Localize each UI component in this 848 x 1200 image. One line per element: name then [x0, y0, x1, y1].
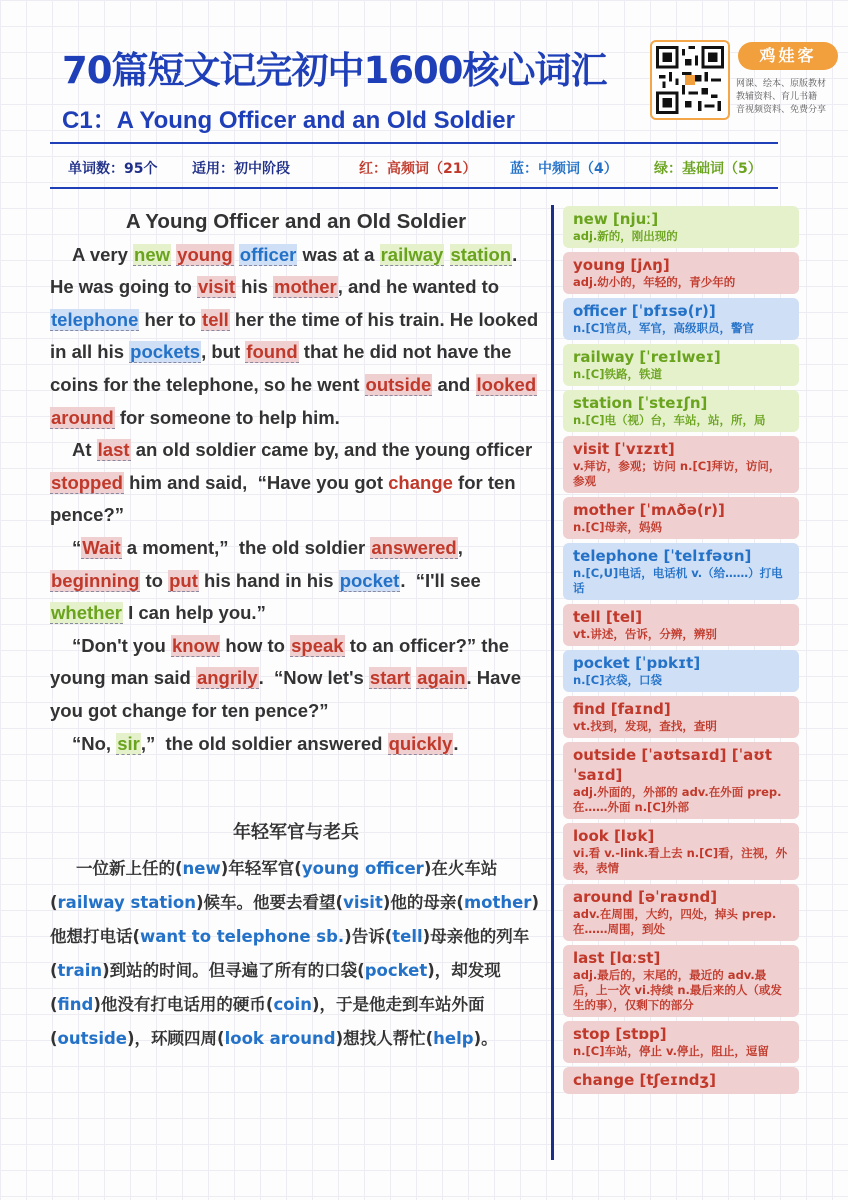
passage-text: her to — [139, 308, 202, 330]
vocab-definition: vt.找到，发现，查找，查明 — [573, 719, 717, 733]
passage-text: , — [457, 536, 463, 558]
passage-title: A Young Officer and an Old Soldier — [125, 210, 467, 233]
vocab-headword: last [lɑːst] — [573, 949, 661, 967]
vocab-highlight: last — [97, 439, 130, 461]
vocab-highlight: whether — [51, 602, 122, 624]
vocab-highlight: visit — [197, 276, 236, 298]
translation-text: )候车。他要去看望( — [195, 893, 344, 912]
vocab-highlight: answered — [371, 536, 457, 558]
legend-green: 绿：基础词（5） — [654, 161, 762, 177]
vocab-headword: young [jʌŋ] — [573, 256, 670, 274]
vocab-card — [563, 390, 799, 432]
translation-keyword: tell — [392, 927, 423, 946]
vocab-card — [563, 696, 799, 738]
translation-text: )想找人帮忙( — [335, 1029, 434, 1048]
vocab-definition: n.[C,U]电话，电话机 v.（给……）打电话 — [573, 566, 783, 595]
passage-paragraph — [50, 532, 542, 630]
vocab-definition: vt.讲述，告诉，分辨，辨别 — [573, 627, 717, 641]
translation-keyword: mother — [463, 893, 532, 912]
page-title: 70篇短文记完初中1600核心词汇 — [62, 49, 607, 92]
translation-text: )他想打电话( — [50, 893, 539, 946]
translation-text: 一位新上任的( — [76, 859, 183, 878]
vocab-definition: n.[C]官员，军官，高级职员，警官 — [573, 321, 755, 335]
passage-text: ,” the old soldier answered — [140, 732, 388, 754]
vocab-highlight: know — [171, 634, 220, 656]
vocab-card — [563, 742, 799, 819]
vocab-card — [563, 206, 799, 248]
translation-text: )年轻军官( — [220, 859, 302, 878]
translation-text: )到站的时间。但寻遍了所有的口袋( — [102, 961, 365, 980]
vocab-highlight: start — [369, 667, 411, 689]
vocab-headword: telephone [ˈtelɪfəʊn] — [573, 547, 752, 565]
vocab-highlight: telephone — [51, 308, 139, 330]
translation-text: )母亲他的列车( — [50, 927, 530, 980]
passage-text: that he did not have the coins for the telephone, so he went — [50, 341, 512, 395]
level: 适用：初中阶段 — [192, 161, 290, 177]
vocab-highlight: railway — [380, 243, 444, 265]
highlight-word: change — [388, 471, 453, 493]
translation-keyword: pocket — [364, 961, 428, 980]
passage-text: his hand in his — [198, 569, 339, 591]
vocab-card — [563, 884, 799, 941]
translation-text: )，于是他走到车站外面( — [50, 995, 485, 1048]
vocab-highlight: put — [169, 569, 198, 591]
vocab-card — [563, 945, 799, 1017]
translation-keyword: help — [433, 1029, 474, 1048]
qr-code-icon — [650, 40, 730, 120]
passage-text: . “Now let's — [258, 667, 369, 689]
column-divider — [551, 205, 554, 1160]
vocab-definition: n.[C]铁路，铁道 — [573, 367, 663, 381]
passage-text: her the time of his train. He looked in all his — [50, 308, 539, 363]
vocab-highlight: found — [246, 341, 298, 363]
passage-text: . Have you got change for ten pence?” — [50, 667, 522, 721]
passage-text: , and he wanted to — [337, 276, 500, 298]
vocab-definition: n.[C]电（视）台，车站，站，所，局 — [573, 413, 766, 427]
passage-text: “ — [72, 536, 82, 558]
vocab-definition: adj.幼小的，年轻的，青少年的 — [573, 275, 736, 289]
passage-text: . He was going to — [50, 243, 518, 298]
passage-text: and — [432, 373, 476, 395]
passage-paragraph — [50, 239, 542, 435]
vocab-headword: mother [ˈmʌðə(r)] — [573, 501, 725, 519]
vocab-highlight: new — [134, 243, 171, 265]
translation-text: )。 — [473, 1029, 498, 1048]
vocab-highlight: looked — [476, 373, 537, 395]
vocab-headword: tell [tel] — [573, 608, 643, 626]
vocab-highlight: quickly — [388, 732, 453, 754]
brand-tagline: 网课、绘本、原版教材 教辅资料、育儿书籍 音视频资料、免费分享 — [736, 79, 827, 115]
vocab-headword: stop [stɒp] — [573, 1025, 667, 1043]
vocab-card — [563, 1067, 799, 1094]
vocab-highlight: pockets — [130, 341, 201, 363]
translation-text: )他的母亲( — [382, 893, 464, 912]
passage-text: At — [72, 439, 97, 461]
passage-text: to an officer?” the young man said — [50, 634, 510, 689]
vocab-highlight: mother — [274, 276, 337, 298]
passage-text — [444, 244, 449, 265]
brand-logo: 鸡娃客 — [738, 42, 838, 70]
passage-text: how to — [220, 634, 291, 656]
vocab-highlight: speak — [291, 634, 344, 656]
vocab-headword: railway [ˈreɪlweɪ] — [573, 348, 721, 366]
vocab-highlight: beginning — [51, 569, 140, 591]
vocab-highlight: around — [51, 406, 114, 428]
vocab-card — [563, 252, 799, 294]
vocab-highlight: again — [417, 667, 466, 689]
passage-paragraph — [50, 434, 542, 532]
passage-text: . “I'll see — [400, 569, 481, 591]
vocab-headword: new [njuː] — [573, 210, 659, 228]
passage-text: I can help you.” — [122, 602, 266, 624]
vocab-headword: outside [ˈaʊtsaɪd] [ˈaʊtˈsaɪd] — [573, 746, 773, 784]
vocab-card — [563, 497, 799, 539]
translation-text: )告诉( — [344, 927, 393, 946]
passage-text: to — [140, 569, 169, 591]
translation-text: )，却发现( — [50, 961, 501, 1014]
vocab-headword: around [əˈraʊnd] — [573, 888, 718, 906]
passage-text: “Don't you — [72, 634, 171, 656]
translation-keyword: coin — [273, 995, 312, 1014]
stats-divider — [50, 187, 778, 189]
header-divider — [50, 142, 778, 144]
vocab-definition: adj.外面的，外部的 adv.在外面 prep.在……外面 n.[C]外部 — [573, 785, 782, 814]
vocab-highlight: station — [450, 243, 512, 265]
vocab-definition: n.[C]衣袋，口袋 — [573, 673, 663, 687]
passage-text: for ten pence?” — [50, 471, 516, 526]
translation-keyword: outside — [57, 1029, 127, 1048]
vocab-highlight: outside — [365, 373, 432, 395]
passage-body — [50, 239, 542, 761]
legend-red: 红：高频词（21） — [359, 161, 477, 177]
vocab-highlight: sir — [117, 732, 140, 754]
lesson-title: C1：A Young Officer and an Old Soldier — [62, 107, 515, 134]
english-passage — [50, 206, 542, 760]
translation-text: )他没有打电话用的硬币( — [93, 995, 274, 1014]
passage-paragraph — [50, 728, 542, 761]
vocab-highlight: stopped — [51, 471, 123, 493]
vocab-headword: change [tʃeɪndʒ] — [573, 1071, 716, 1089]
passage-text: for someone to help him. — [114, 406, 340, 428]
vocab-highlight: pocket — [339, 569, 400, 591]
translation-keyword: railway station — [57, 893, 196, 912]
translation-keyword: want to telephone sb. — [140, 927, 345, 946]
translation-keyword: visit — [343, 893, 383, 912]
vocab-definition: n.[C]母亲，妈妈 — [573, 520, 663, 534]
vocab-definition: n.[C]车站，停止 v.停止，阻止，逗留 — [573, 1044, 769, 1058]
chinese-translation — [50, 852, 542, 1056]
vocabulary-list — [563, 206, 799, 1098]
translation-keyword: young officer — [301, 859, 424, 878]
vocab-headword: look [lʊk] — [573, 827, 655, 845]
passage-paragraph — [50, 630, 542, 728]
vocab-headword: station [ˈsteɪʃn] — [573, 394, 708, 412]
word-count: 单词数：95个 — [68, 161, 158, 177]
passage-text: an old soldier came by, and the young officer — [130, 439, 533, 461]
vocab-card — [563, 823, 799, 880]
vocab-card — [563, 298, 799, 340]
translation-keyword: train — [57, 961, 103, 980]
vocab-headword: pocket [ˈpɒkɪt] — [573, 654, 701, 672]
vocab-definition: adj.最后的，末尾的，最近的 adv.最后，上一次 vi.持续 n.最后来的人（或发生的事），仅剩下的部分 — [573, 968, 782, 1012]
vocab-highlight: officer — [239, 243, 297, 265]
vocab-highlight: angrily — [196, 667, 258, 689]
vocab-card — [563, 604, 799, 646]
vocab-headword: find [faɪnd] — [573, 700, 671, 718]
vocab-card — [563, 1021, 799, 1063]
vocab-headword: visit [ˈvɪzɪt] — [573, 440, 675, 458]
passage-text: A very — [72, 243, 134, 265]
passage-text: . — [453, 732, 459, 754]
translation-text: )，环顾四周( — [127, 1029, 225, 1048]
vocab-definition: vi.看 v.-link.看上去 n.[C]看，注视，外表，表情 — [573, 846, 788, 875]
vocab-card — [563, 650, 799, 692]
vocab-card — [563, 344, 799, 386]
legend-blue: 蓝：中频词（4） — [510, 161, 618, 177]
vocab-highlight: Wait — [82, 536, 121, 558]
passage-text: his — [236, 276, 274, 298]
translation-text: )在火车站( — [50, 859, 498, 912]
chinese-title: 年轻军官与老兵 — [233, 822, 359, 843]
vocab-highlight: young — [177, 243, 233, 265]
passage-text: a moment,” the old soldier — [121, 536, 371, 558]
passage-text: “No, — [72, 732, 117, 754]
passage-text: him and said, “Have you got — [123, 471, 389, 493]
vocab-card — [563, 543, 799, 600]
passage-text: was at a — [297, 243, 380, 265]
vocab-definition: adj.新的，刚出现的 — [573, 229, 678, 243]
passage-text: , but — [201, 341, 246, 363]
vocab-card — [563, 436, 799, 493]
vocab-definition: v.拜访，参观；访问 n.[C]拜访，访问，参观 — [573, 459, 781, 488]
translation-keyword: look around — [224, 1029, 336, 1048]
vocab-definition: adv.在周围，大约，四处，掉头 prep.在……周围，到处 — [573, 907, 777, 936]
translation-keyword: new — [182, 859, 221, 878]
translation-keyword: find — [57, 995, 94, 1014]
vocab-highlight: tell — [202, 308, 229, 330]
vocab-headword: officer [ˈɒfɪsə(r)] — [573, 302, 716, 320]
